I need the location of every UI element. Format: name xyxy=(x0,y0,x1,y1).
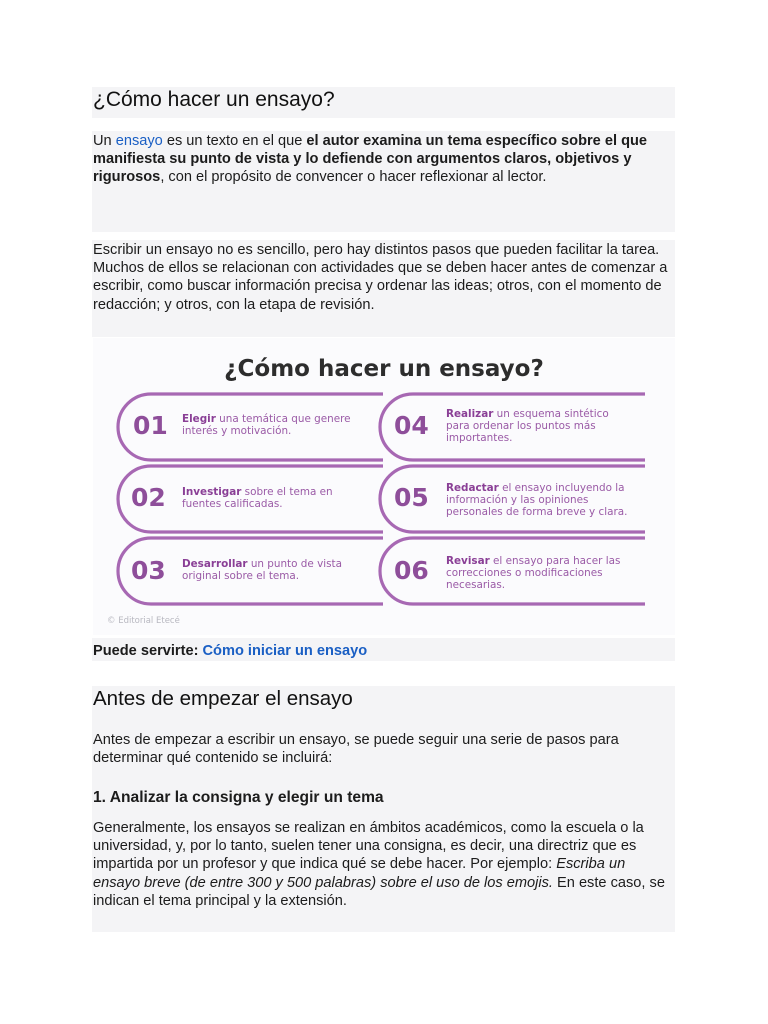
step-06-line3: necesarias. xyxy=(446,579,506,591)
intro-text-end: , con el propósito de convencer o hacer reflexionar al lector. xyxy=(160,169,547,186)
step-02-line1: sobre el tema en xyxy=(241,486,333,498)
intro-bold-text: el autor examina un tema específico sobre el que manifiesta su punto de vista y lo defiende con argumentos claros, objetivos y rigurosos xyxy=(93,133,648,186)
step-04-text xyxy=(446,408,609,444)
infographic-credit: © Editorial Etecé xyxy=(107,616,180,626)
step-03-text xyxy=(182,558,342,582)
section-italic-example: Escriba un ensayo breve (de entre 300 y 500 palabras) sobre el uso de los emojis. xyxy=(93,856,626,891)
ensayo-link[interactable]: ensayo xyxy=(115,133,163,149)
related-line xyxy=(93,642,675,660)
step-04-line2: para ordenar los puntos más xyxy=(446,420,596,432)
step-04-line1: un esquema sintético xyxy=(493,408,609,420)
related-label: Puede servirte: xyxy=(93,643,199,659)
step-05-number: 05 xyxy=(394,483,429,512)
intro-text-start: Un xyxy=(93,133,116,149)
section-text-start: Generalmente, los ensayos se realizan en ámbitos académicos, como la escuela o la universidad, y, por lo tanto, suelen tener una consigna, es decir, una directriz que es impartida por un profesor y que indica qué se debe hacer. Por ejemplo: xyxy=(93,820,644,873)
intro-paragraph xyxy=(93,132,675,187)
step-01-text xyxy=(182,413,351,437)
step-06-line2: correcciones o modificaciones xyxy=(446,567,603,579)
step-06-text xyxy=(446,555,620,591)
step-05-text xyxy=(446,482,627,518)
steps-paragraph: Escribir un ensayo no es sencillo, pero hay distintos pasos que pueden facilitar la tarea. Muchos de ellos se relacionan con actividades que se deben hacer antes de comenzar a escribir, como buscar información precisa y ordenar las ideas; otros, con el momento de redacción; y otros, con la etapa de revisión. xyxy=(93,242,668,313)
section-heading: Antes de empezar el ensayo xyxy=(93,687,353,710)
step-06-line1: el ensayo para hacer las xyxy=(489,555,621,567)
section-intro: Antes de empezar a escribir un ensayo, se puede seguir una serie de pasos para determinar qué contenido se incluirá: xyxy=(93,732,619,767)
step-05-line2: información y las opiniones xyxy=(446,494,589,506)
step-01-number: 01 xyxy=(133,411,168,440)
step-04-line3: importantes. xyxy=(446,432,513,444)
step-03-line1: un punto de vista xyxy=(247,558,342,570)
page-title: ¿Cómo hacer un ensayo? xyxy=(93,88,335,111)
step-03-key: Desarrollar xyxy=(182,558,248,570)
step-02-key: Investigar xyxy=(182,486,242,498)
step-06-number: 06 xyxy=(394,556,429,585)
step-02-text xyxy=(182,486,333,510)
step-02-line2: fuentes calificadas. xyxy=(182,498,283,510)
intro-text-mid: es un texto en el que xyxy=(162,133,307,149)
step-05-line1: el ensayo incluyendo la xyxy=(498,482,625,494)
infographic xyxy=(93,338,675,635)
step-04-number: 04 xyxy=(394,411,429,440)
step-01-line2: interés y motivación. xyxy=(182,425,292,437)
related-link[interactable]: Cómo iniciar un ensayo xyxy=(202,643,368,659)
section-text-end: En este caso, se indican el tema principal y la extensión. xyxy=(93,874,665,909)
step-05-key: Redactar xyxy=(446,482,499,494)
infographic-title: ¿Cómo hacer un ensayo? xyxy=(224,356,544,382)
step-01-key: Elegir xyxy=(182,413,216,425)
section-subheading: 1. Analizar la consigna y elegir un tema xyxy=(93,789,384,806)
step-06-key: Revisar xyxy=(446,555,490,567)
step-02-number: 02 xyxy=(131,483,166,512)
step-03-line2: original sobre el tema. xyxy=(182,570,300,582)
step-05-line3: personales de forma breve y clara. xyxy=(446,506,628,518)
step-01-line1: una temática que genere xyxy=(215,413,351,425)
section-paragraph xyxy=(93,819,675,910)
step-03-number: 03 xyxy=(131,556,166,585)
step-04-key: Realizar xyxy=(446,408,494,420)
